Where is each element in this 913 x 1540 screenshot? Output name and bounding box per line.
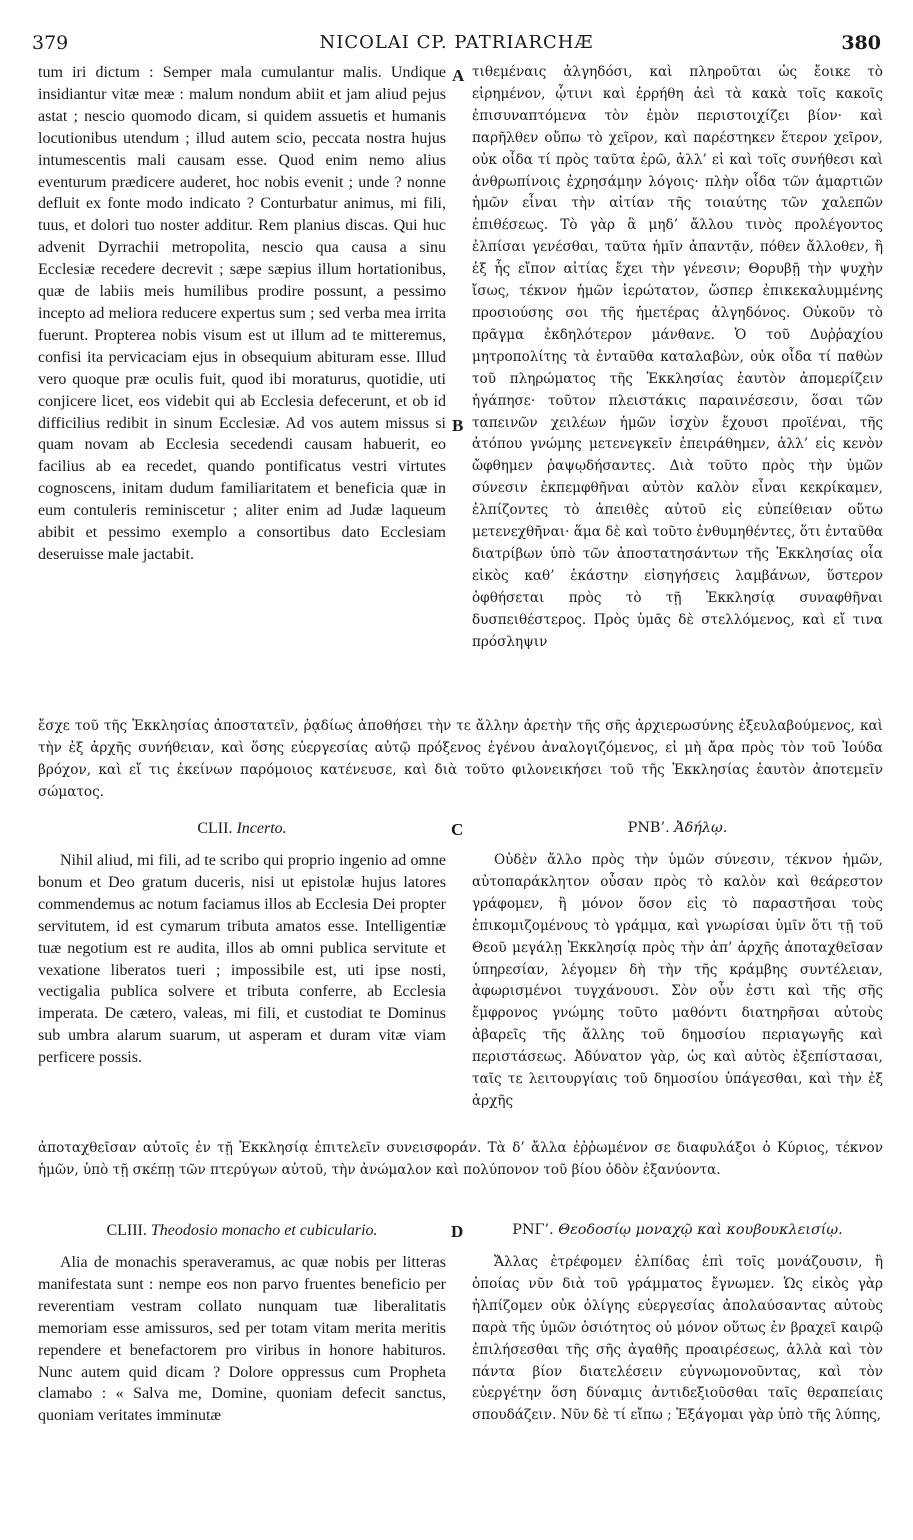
- greek-text: τιθεμέναις ἀλγηδόσι, καὶ πληροῦται ὡς ἔοικε τὸ εἰρημένον, ᾧτινι καὶ ἐρρήθη ἀεὶ τὰ κακὰ τοῖς κακοῖς ἐπισυναπτόμενα τὸν ἐμὸν περιστοιχίζει βίον· καὶ παρῆλθεν οὔπω τὸ χεῖρον, καὶ παρέστηκεν ἕτερον χεῖρον, οὐκ οἶδα τί πρὸς ταῦτα ἐρῶ, ἀλλ’ εἰ καὶ τοῖς συνήθεσι καὶ ἀνθρωπίνοις ἐχρησάμην λόγοις· πλὴν οἶδα τῶν ἁμαρτιῶν ἡμῶν εἶναι τὴν αἰτίαν τῆς τοιαύτης τῶν χαλεπῶν ἐπιθέσεως. Τὸ γὰρ ἃ μηδ’ ἄλλου τινὸς προλέγοντος ἐλπίσαι γενέσθαι, ταῦτα ἡμῖν ἀπαντᾷν, πόθεν ἄλλοθεν, ἢ ἐξ ἧς εἴπον αἰτίας ἔχει τὴν γένεσιν; Θορυβῇ τὴν ψυχὴν ἴσως, τέκνον ἡμῶν ἱερώτατον, ὥσπερ ἐπικεκαλυμμένης προσιούσης σοι τῆς ἡμετέρας ἀλγηδόνος. Οὐκοῦν τὸ πρᾶγμα ἐκδηλότερον μάνθανε. Ὁ τοῦ Δυῤῥαχίου μητροπολίτης τὰ ἐνταῦθα καταλαβὼν, οὐκ οἶδα τί παθὼν τοῦ πληρώματος τῆς Ἐκκλησίας ἑαυτὸν ἀπομερίζειν ἠγάπησε· τοῦτον πλειστάκις παραινέσεσιν, ὅσαι τῶν ταπεινῶν χειλέων ἡμῶν ἰσχὺν ἔχουσι προϊέναι, τῆς ἀτόπου γνώμης μετενεγκεῖν ἐπειράθημεν, ἀλλ’ εἰς κενὸν ὤφθημεν ῥαψῳδήσαντες. Διὰ τοῦτο πρὸς τὴν ὑμῶν σύνεσιν ἐκπεμφθῆναι αὐτὸν καλὸν εἶναι κεκρίκαμεν, ἐλπίζοντες τὸ ἀπειθὲς αὐτοῦ εἰς εὐπείθειαν οὕτω μετενεχθῆναι· ἅμα δὲ καὶ τοῦτο ἐνθυμηθέντες, ὅτι ἐνταῦθα διατρίβων ὑπὸ τῶν ἀποστατησάντων τῆς Ἐκκλησίας οἷα εἰκὸς καθ’ ἑκάστην εἰσηγήσεις λαμβάνων, ὕστερον ὀφθήσεται πρὸς τὸ τῇ Ἐκκλησίᾳ συναφθῆναι δυσπειθέστερος. Πρὸς ὑμᾶς δὲ στελλόμενος, καὶ εἴ τινα πρόσληψιν: [472, 64, 883, 650]
- greek-letter-number: ΡΝΓ’.: [512, 1222, 554, 1238]
- margin-marker-d: D: [451, 1222, 464, 1241]
- latin-letter-heading-153: [38, 1222, 446, 1240]
- latin-column-continuation: [38, 62, 446, 708]
- latin-letter-number: CLII.: [197, 820, 233, 837]
- greek-letter-number: ΡΝΒ’.: [627, 820, 670, 836]
- greek-text: Ἄλλας ἐτρέφομεν ἐλπίδας ἐπὶ τοῖς μονάζουσιν, ἢ ὁποίας νῦν διὰ τοῦ γράμματος ἔγνωμεν. Ὡς εἰκὸς γὰρ ἠλπίζομεν οὐκ ὀλίγης εὐεργεσίας ἀπολαύσαντας αὐτοὺς παρὰ τῆς ὑμῶν ὁσιότητος οὐ μόνον οὕτως ἐν βραχεῖ καιρῷ ἐπιλήσεσθαι τῆς σῆς ἀγαθῆς προαιρέσεως, ἀλλὰ καὶ τὸν πάντα βίον διατελέσειν εὐγνωμονοῦντας, καὶ τὸν εὐεργέτην ὅση δύναμις ἀντιδεξιοῦσθαι ταῖς θεραπείαις σπουδάζειν. Νῦν δὲ τί εἴπω ; Ἐξάγομαι γὰρ ὑπὸ τῆς λύπης,: [472, 1254, 883, 1424]
- latin-text: Alia de monachis speraveramus, ac quæ nobis per litteras manifestata sunt : nempe eos non parvo fruentes beneficio per reverentiam vestram collato nunquam tuæ liberalitatis memoriam esse amissuros, sed per totam vitam merita meritis rependere et benefactorem pro viribus in honore habituros. Nunc autem quid dicam ? Dolore oppressus cum Propheta clamabo : « Salva me, Domine, quoniam defecit sanctus, quoniam veritates imminutæ: [38, 1254, 446, 1425]
- margin-marker-b: B: [452, 416, 464, 435]
- latin-letter-recipient: Theodosio monacho et cubiculario.: [150, 1222, 378, 1239]
- latin-letter-recipient: Incerto.: [236, 820, 287, 837]
- greek-letter-body-153: [472, 1252, 883, 1468]
- margin-marker-a: A: [452, 66, 465, 85]
- greek-text: Οὐδὲν ἄλλο πρὸς τὴν ὑμῶν σύνεσιν, τέκνον ἡμῶν, αὐτοπαράκλητον οὖσαν πρὸς τὸ καλὸν καὶ θεάρεστον γράφομεν, ἢ μόνον ὅσον εἰς τὸ παραστῆσαι τοὺς ἐπικομιζομένους τὸ γράμμα, καὶ γνωρίσαι ὑμῖν ὅτι τῇ τοῦ Θεοῦ μεγάλῃ Ἐκκλησίᾳ πρὸς τὴν ἀπ’ ἀρχῆς ἀποταχθεῖσαν ὑπηρεσίαν, λέγομεν δὴ τὴν τῆς κράμβης συντέλειαν, ἀφωρισμένοι τυγχάνουσι. Σὸν οὖν ἐστι καὶ τῆς σῆς ἔμφρονος γνώμης τοῦτο μαθόντι διατηρῆσαι αὐτοὺς ἀβαρεῖς τῆς ἄλλης τοῦ δημοσίου περιαγωγῆς καὶ περιστάσεως. Ἀδύνατον γὰρ, ὡς καὶ αὐτὸς ἐξεπίστασαι, ταῖς τε λειτουργίαις τοῦ δημοσίου ὑπάγεσθαι, καὶ τὴν ἐξ ἀρχῆς: [472, 852, 883, 1109]
- margin-marker-c: C: [451, 820, 464, 839]
- greek-column-continuation: [472, 62, 883, 720]
- greek-letter-body-152: [472, 850, 883, 1138]
- greek-letter-recipient: Θεοδοσίῳ μοναχῷ καὶ κουβουκλεισίῳ.: [558, 1222, 843, 1238]
- latin-text: Nihil aliud, mi fili, ad te scribo qui proprio ingenio ad omne bonum et Deo gratum duceris, nisi ut epistolæ hujus latores commendemus ac notum faciamus illos ab Ecclesia Dei propter servitutem, id est cymarum tributa amatos esse. Intelligentiæ tuæ negotium est re audita, illos ab omni publica servitute et vexatione liberatos tueri ; impossibile est, uti ipse nosti, vectigalia publica solvere et tributa conferre, ab Ecclesia imperata. De cætero, valeas, mi fili, et custodiat te Dominus sub umbra alarum suarum, ut asperam et duram vitæ viam perficere possis.: [38, 852, 446, 1067]
- greek-letter-heading-152: [472, 820, 883, 836]
- latin-letter-body-152: [38, 850, 446, 1150]
- greek-full-text: ἔσχε τοῦ τῆς Ἐκκλησίας ἀποστατεῖν, ῥᾳδίως ἀποθήσει τὴν τε ἄλλην ἀρετὴν τῆς σῆς ἀρχιερωσύνης ἐξευλαβούμενος, καὶ τὴν ἐξ ἀρχῆς συνήθειαν, καὶ ὅσης εὐεργεσίας αὐτῷ πρόξενος ἐγένου ἀναλογιζόμενος, εἰ μὴ ἄρα πρὸς τὸν τοῦ Ἰούδα βρόχον, καὶ εἴ τις ἐκείνων παρόμοιος κατένευσε, καὶ διὰ τοῦτο φιλονεικήσει τοῦ τῆς Ἐκκλησίας ἑαυτὸν ἀποτεμεῖν σώματος.: [38, 718, 883, 800]
- greek-letter-heading-153: [472, 1222, 883, 1238]
- latin-text: tum iri dictum : Semper mala cumulantur malis. Undique insidiantur vitæ meæ : malum nondum abiit et jam aliud pejus astat ; nescio quomodo dicam, si quidem assuetis et humanis locutionibus utendum ; illud autem scio, peccata nostra hujus intumescentis mali causam esse. Quod enim nemo alius eventurum prædicere auderet, hoc nobis evenit ; unde ? nonne defluit ex fonte modo indicato ? Conturbatur animus, mi fili, tuus, et dolori tuo noster additur. Rem planius discas. Qui huc advenit Dyrrachii metropolita, nescio qua causa a sinu Ecclesiæ recedere decrevit ; sæpe sæpius illum hortationibus, quæ de labiis meis humilibus prodire possunt, a pessimo incepto ad meliora reducere expertus sum ; sed verba mea irrita fuerunt. Propterea nobis visum est ut illum ad te mitteremus, confisi ita pervicaciam ejus in obsequium abituram esse. Illud vero quoque præ oculis fuit, quod ibi moraturus, quotidie, uti conjicere licet, eos videbit qui ab Ecclesia defecerunt, et ob id difficilius redibit in sinum Ecclesiæ. Ad vos autem missus si quam novam ab Ecclesia secedendi causam habuerit, eo facilius ab ea recedet, quando pontificatus vestri virtutes cognoscens, initam dudum familiaritatem et beneficia quæ in eum contuleris reminiscetur ; aliter enim ad Judæ laqueum abibit et pessimo exemplo a consortibus dato Ecclesiam deseruisse male jactabit.: [38, 64, 446, 563]
- running-header: [28, 32, 885, 62]
- page-number-left: 379: [32, 32, 69, 54]
- greek-letter-recipient: Ἀδήλῳ.: [674, 820, 728, 836]
- greek-full-width-152: [38, 1138, 883, 1206]
- latin-letter-heading-152: [38, 820, 446, 838]
- greek-full-width-continuation: [38, 716, 883, 804]
- running-title: NICOLAI CP. PATRIARCHÆ: [319, 32, 594, 53]
- latin-letter-body-153: [38, 1252, 446, 1468]
- latin-letter-number: CLIII.: [106, 1222, 147, 1239]
- greek-full-text: ἀποταχθεῖσαν αὐτοῖς ἐν τῇ Ἐκκλησίᾳ ἐπιτελεῖν συνεισφοράν. Τὰ δ’ ἄλλα ἐῤῥωμένον σε διαφυλάξοι ὁ Κύριος, τέκνον ἡμῶν, ὑπὸ τῇ σκέπῃ τῶν πτερύγων αὐτοῦ, τὴν ἀνώμαλον καὶ πολύπονον τοῦ βίου ὁδὸν ἐξανύοντα.: [38, 1140, 883, 1178]
- page-number-right: 380: [841, 32, 881, 54]
